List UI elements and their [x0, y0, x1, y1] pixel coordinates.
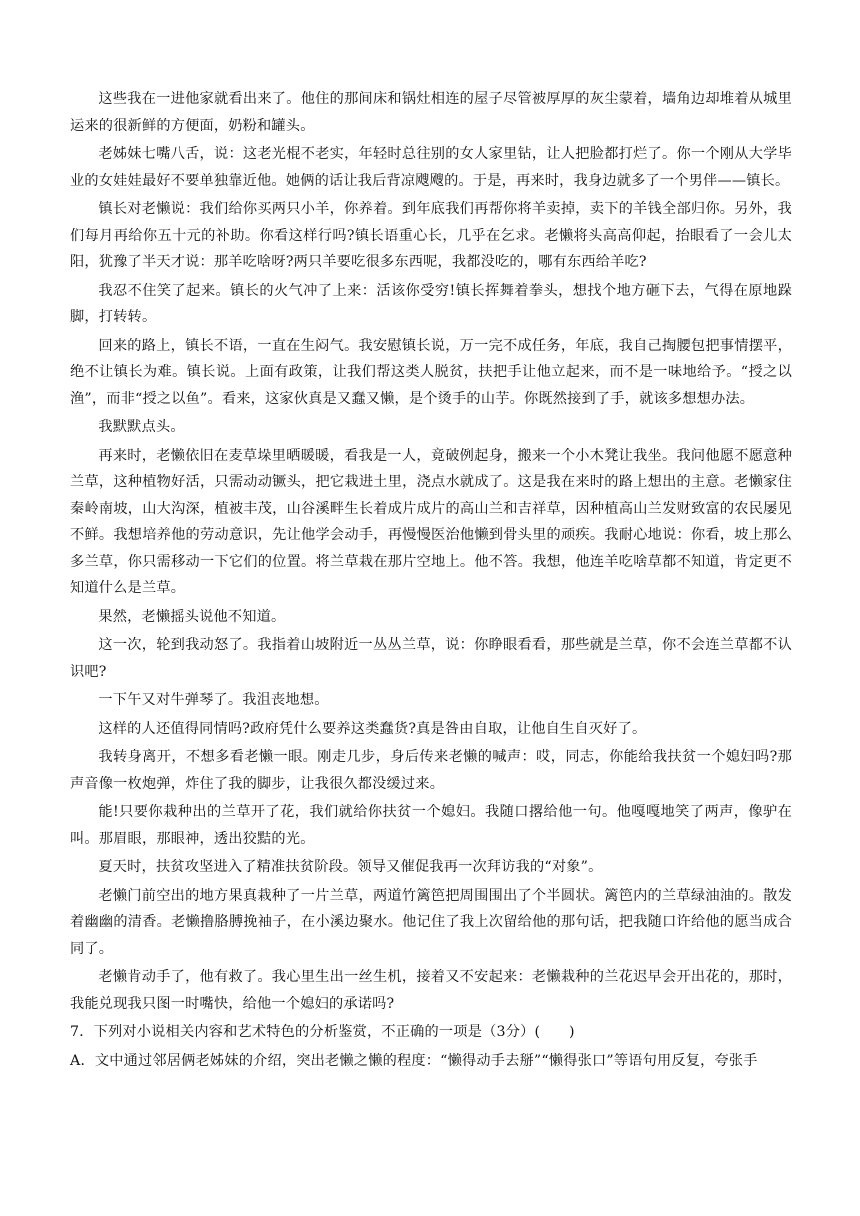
- paragraph: 老懒门前空出的地方果真栽种了一片兰草，两道竹篱笆把周围围出了个半圆状。篱笆内的兰草绿油油的。散发着幽幽的清香。老懒撸胳膊挽袖子，在小溪边聚水。他记住了我上次留给他的那句话，把我随口许给他的愿当成合同了。: [70, 887, 792, 957]
- paragraph: 夏天时，扶贫攻坚进入了精准扶贫阶段。领导又催促我再一次拜访我的“对象”。: [98, 859, 603, 875]
- paragraph: 这样的人还值得同情吗?政府凭什么要养这类蠢货?真是咎由自取，让他自生自灭好了。: [98, 720, 647, 737]
- paragraph: 镇长对老懒说：我们给你买两只小羊，你养着。到年底我们再帮你将羊卖掉，卖下的羊钱全部归你。另外，我们每月再给你五十元的补助。你看这样行吗?镇长语重心长，几乎在乞求。老懒将头高高仰起，抬眼看了一会儿太阳，犹豫了半天才说：那羊吃啥呀?两只羊要吃很多东西呢，我都没吃的，哪有东西给羊吃?: [70, 201, 792, 270]
- paragraph: 回来的路上，镇长不语，一直在生闷气。我安慰镇长说，万一完不成任务，年底，我自己掏腰包把事情摆平，绝不让镇长为难。镇长说。上面有政策，让我们帮这类人脱贫，扶把手让他立起来，而不是一味地给予。“授之以渔”，而非“授之以鱼”。看来，这家伙真是又蠢又懒，是个烫手的山芋。你既然接到了手，就该多想想办法。: [70, 337, 792, 407]
- paragraph: 老懒肯动手了，他有救了。我心里生出一丝生机，接着又不安起来：老懒栽种的兰花迟早会开出花的，那时，我能兑现我只图一时嘴快，给他一个媳妇的承诺吗?: [70, 969, 792, 1012]
- document-body: [70, 86, 792, 1076]
- paragraph: 老姊妹七嘴八舌，说：这老光棍不老实，年轻时总往别的女人家里钻，让人把脸都打烂了。你一个刚从大学毕业的女娃娃最好不要单独靠近他。她俩的话让我后背凉飕飕的。于是，再来时，我身边就多了一个男伴——镇长。: [70, 146, 792, 189]
- paragraph: 能!只要你栽种出的兰草开了花，我们就给你扶贫一个媳妇。我随口撂给他一句。他嘎嘎地笑了两声，像驴在叫。那眉眼，那眼神，透出狡黠的光。: [70, 804, 792, 847]
- answer-option-a: A．文中通过邻居俩老姊妹的介绍，突出老懒之懒的程度：“懒得动手去掰”“懒得张口”等语句用反复，夸张手: [70, 1052, 758, 1069]
- paragraph: 这些我在一进他家就看出来了。他住的那间床和锅灶相连的屋子尽管被厚厚的灰尘蒙着，墙角边却堆着从城里运来的很新鲜的方便面，奶粉和罐头。: [70, 91, 792, 134]
- question-stem: 7．下列对小说相关内容和艺术特色的分析鉴赏，不正确的一项是（3分）( ): [70, 1024, 575, 1040]
- paragraph: 我转身离开，不想多看老懒一眼。刚走几步，身后传来老懒的喊声：哎，同志，你能给我扶贫一个媳妇吗?那声音像一枚炮弹，炸住了我的脚步，让我很久都没缓过来。: [70, 749, 792, 792]
- paragraph: 果然，老懒摇头说他不知道。: [98, 608, 286, 625]
- paragraph: 这一次，轮到我动怒了。我指着山坡附近一丛丛兰草，说：你睁眼看看，那些就是兰草，你不会连兰草都不认识吧?: [70, 637, 792, 680]
- paragraph: 一下午又对牛弹琴了。我沮丧地想。: [98, 692, 329, 708]
- paragraph: 我忍不住笑了起来。镇长的火气冲了上来：活该你受穷!镇长挥舞着拳头，想找个地方砸下去，气得在原地跺脚，打转转。: [70, 282, 792, 325]
- paragraph: 我默默点头。: [98, 419, 185, 435]
- paragraph: 再来时，老懒依旧在麦草垛里晒暖暖，看我是一人，竟破例起身，搬来一个小木凳让我坐。我问他愿不愿意种兰草，这种植物好活，只需动动镢头，把它栽进土里，浇点水就成了。这是我在来时的路上想出的主意。老懒家住秦岭南坡，山大沟深，植被丰茂，山谷溪畔生长着成片成片的高山兰和吉祥草，因种植高山兰发财致富的农民屡见不鲜。我想培养他的劳动意识，先让他学会动手，再慢慢医治他懒到骨头里的顽疾。我耐心地说：你看，坡上那么多兰草，你只需移动一下它们的位置。将兰草栽在那片空地上。他不答。我想，他连羊吃啥草都不知道，肯定更不知道什么是兰草。: [70, 447, 792, 596]
